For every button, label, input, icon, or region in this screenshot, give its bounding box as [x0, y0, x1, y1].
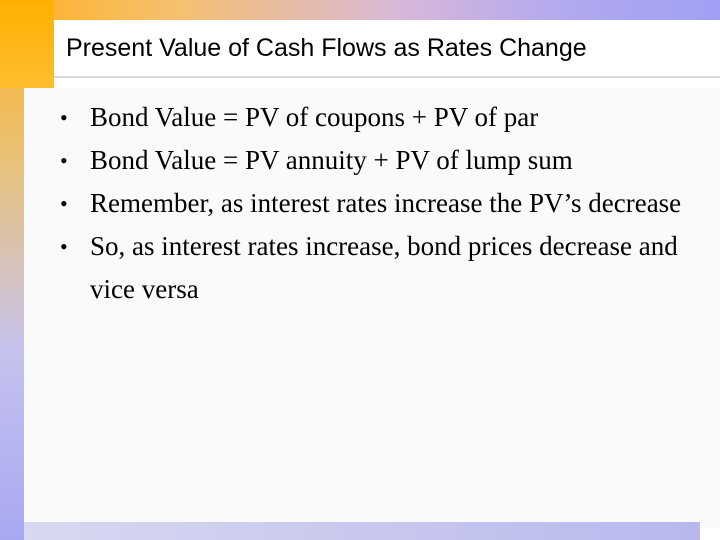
slide-title: Present Value of Cash Flows as Rates Change [66, 34, 587, 62]
bullet-item [60, 96, 700, 139]
bullet-item [60, 225, 700, 311]
bullet-item [60, 139, 700, 182]
bullet-marker: • [60, 148, 68, 173]
title-divider [54, 76, 720, 78]
bullet-marker: • [60, 234, 68, 259]
top-gradient-bar [0, 0, 720, 20]
bullet-text: Remember, as interest rates increase the PV’s decrease [90, 188, 682, 218]
bullet-list [60, 96, 700, 311]
bullet-item [60, 182, 700, 225]
corner-accent-block [0, 0, 54, 88]
bullet-marker: • [60, 191, 68, 216]
bottom-gradient-strip [24, 522, 700, 540]
bullet-text: So, as interest rates increase, bond prices decrease and vice versa [90, 231, 678, 304]
bullet-text: Bond Value = PV of coupons + PV of par [90, 102, 539, 132]
bullet-marker: • [60, 105, 68, 130]
bullet-text: Bond Value = PV annuity + PV of lump sum [90, 145, 573, 175]
